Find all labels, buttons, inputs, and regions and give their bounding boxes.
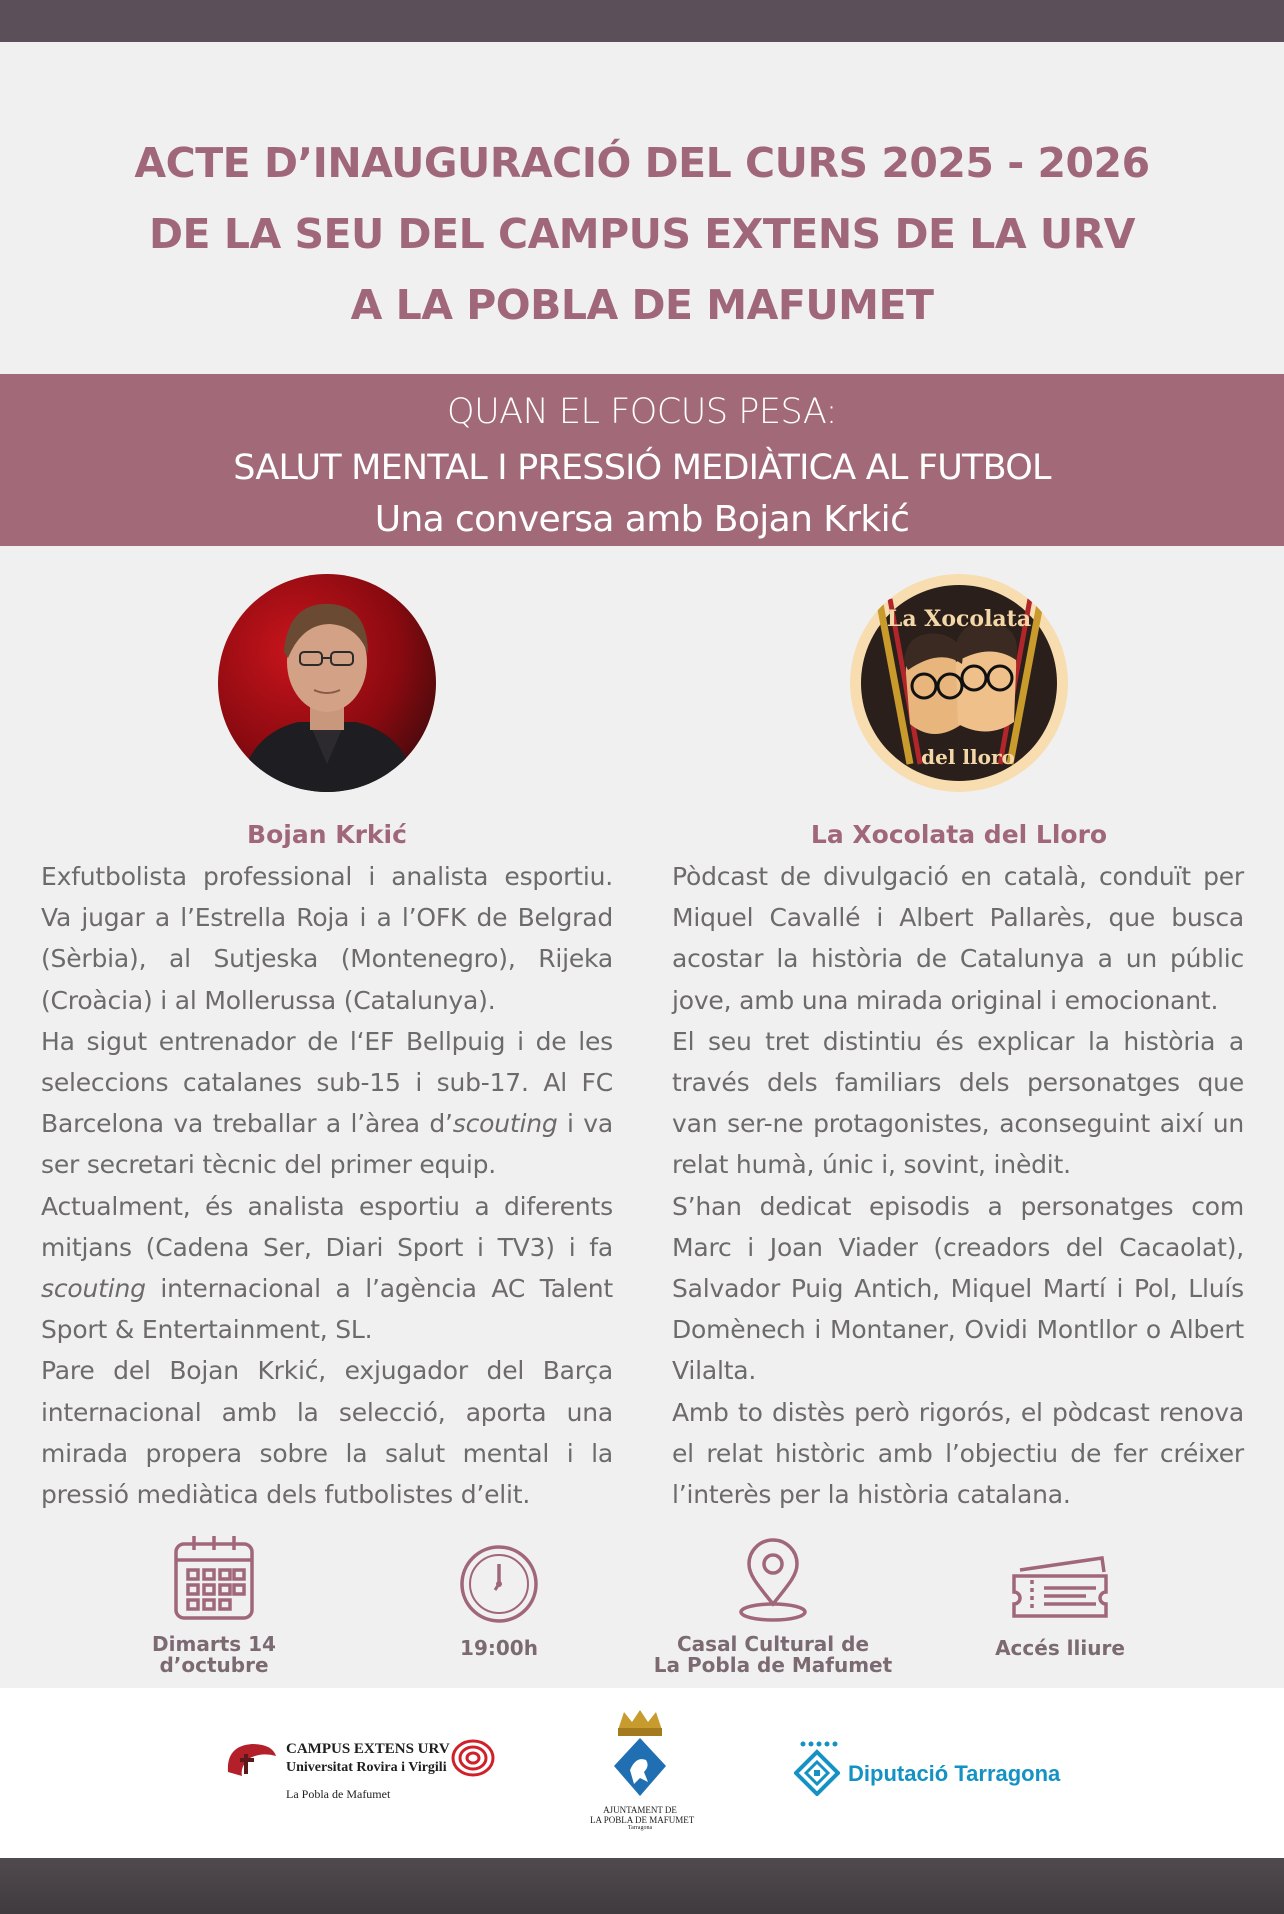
bottom-bar	[0, 1858, 1284, 1914]
speaker-bio-paragraph-3	[41, 1186, 613, 1351]
podcast-paragraph-1: Pòdcast de divulgació en català, conduït per Miquel Cavallé i Albert Pallarès, que busca acostar la història de Catalunya a un públic jove, amb una mirada original i emocionant.	[672, 862, 1244, 1015]
location-info	[646, 1536, 900, 1676]
podcast-logo-top-text: La Xocolata	[886, 606, 1032, 632]
access-label: Accés lliure	[995, 1636, 1125, 1660]
location-pin-icon	[735, 1536, 811, 1624]
podcast-paragraph-3: S’han dedicat episodis a personatges com Marc i Joan Viader (creadors del Cacaolat), Salvador Puig Antich, Miquel Martí i Pol, Lluís Domènech i Montaner, Ovidi Montllor o Albert Vilalta.	[672, 1191, 1244, 1386]
event-title-line-3: A LA POBLA DE MAFUMET	[350, 281, 934, 329]
bio-emphasis: scouting	[41, 1274, 146, 1304]
urv-target-icon	[450, 1738, 496, 1778]
event-title-line-2: DE LA SEU DEL CAMPUS EXTENS DE LA URV	[149, 210, 1135, 258]
bio-text: Ha sigut entrenador de l‘EF Bellpuig i de les seleccions catalanes sub-15 i sub-17. Al FC Barcelona va treballar a l’àrea d’	[41, 1026, 613, 1139]
speaker-name: Bojan Krkić	[247, 820, 407, 849]
urv-logo-line-3: La Pobla de Mafumet	[286, 1787, 391, 1801]
talk-banner	[0, 374, 1284, 546]
urv-logo-line-1: CAMPUS EXTENS URV	[286, 1741, 450, 1757]
bio-text: Actualment, és analista esportiu a diferents mitjans (Cadena Ser, Diari Sport i TV3) i fa	[41, 1191, 613, 1262]
speaker-bio-paragraph-4: Pare del Bojan Krkić, exjugador del Barça internacional amb la selecció, aporta una mirada propera sobre la salut mental i la pressió mediàtica dels futbolistes d’elit.	[41, 1356, 613, 1510]
ticket-icon	[1010, 1556, 1110, 1620]
podcast-logo	[850, 574, 1068, 792]
date-line-1: Dimarts 14	[152, 1632, 276, 1656]
podcast-description	[672, 856, 1244, 1515]
time-info	[420, 1544, 578, 1659]
location-line-1: Casal Cultural de	[676, 1632, 870, 1656]
podcast-paragraph-4: Amb to distès però rigorós, el pòdcast renova el relat històric amb l’objectiu de fer créixer l’interès per la història catalana.	[672, 1397, 1244, 1510]
clock-icon	[459, 1544, 539, 1624]
ajuntament-coat-of-arms-icon	[610, 1708, 670, 1804]
talk-subtitle: Una conversa amb Bojan Krkić	[374, 499, 910, 540]
podcast-logo-bottom-text: del lloro	[921, 745, 1015, 769]
location-line-2: La Pobla de Mafumet	[653, 1653, 893, 1677]
calendar-icon	[172, 1534, 256, 1622]
date-line-2: d’octubre	[159, 1653, 269, 1677]
urv-logo-mark	[222, 1736, 282, 1782]
date-info	[139, 1534, 289, 1676]
speaker-bio-paragraph-2	[41, 1021, 613, 1186]
speaker-photo	[218, 574, 436, 792]
podcast-name: La Xocolata del Lloro	[810, 820, 1108, 849]
talk-title-line-1: QUAN EL FOCUS PESA:	[447, 392, 837, 432]
top-bar	[0, 0, 1284, 42]
event-title	[60, 128, 1224, 341]
urv-logo-line-2: Universitat Rovira i Virgili	[286, 1760, 447, 1775]
event-title-line-1: ACTE D’INAUGURACIÓ DEL CURS 2025 - 2026	[134, 139, 1150, 187]
diputacio-logo-text: Diputació Tarragona	[848, 1761, 1061, 1786]
speaker-bio-paragraph-1: Exfutbolista professional i analista esportiu. Va jugar a l’Estrella Roja i a l’OFK de Belgrad (Sèrbia), al Sutjeska (Montenegro), Rijeka (Croàcia) i al Mollerussa (Catalunya).	[41, 862, 613, 1015]
ajuntament-line-1: AJUNTAMENT DE	[603, 1805, 677, 1815]
talk-title-line-2: SALUT MENTAL I PRESSIÓ MEDIÀTICA AL FUTBOL	[233, 448, 1051, 488]
time-label: 19:00h	[460, 1636, 538, 1660]
access-info	[980, 1556, 1140, 1659]
bio-text: internacional a l’agència AC Talent Sport & Entertainment, SL.	[41, 1274, 613, 1345]
speaker-bio	[41, 856, 613, 1515]
diputacio-logo-icon	[794, 1740, 840, 1796]
ajuntament-line-3: Tarragona	[627, 1825, 653, 1831]
bio-emphasis: scouting	[452, 1109, 558, 1139]
podcast-paragraph-2: El seu tret distintiu és explicar la història a través dels familiars dels personatges que van ser-ne protagonistes, aconseguint així un relat humà, únic i, sovint, inèdit.	[672, 1026, 1244, 1180]
bio-text: i va ser secretari tècnic del primer equip.	[41, 1109, 613, 1180]
ajuntament-line-2: LA POBLA DE MAFUMET	[590, 1815, 695, 1825]
